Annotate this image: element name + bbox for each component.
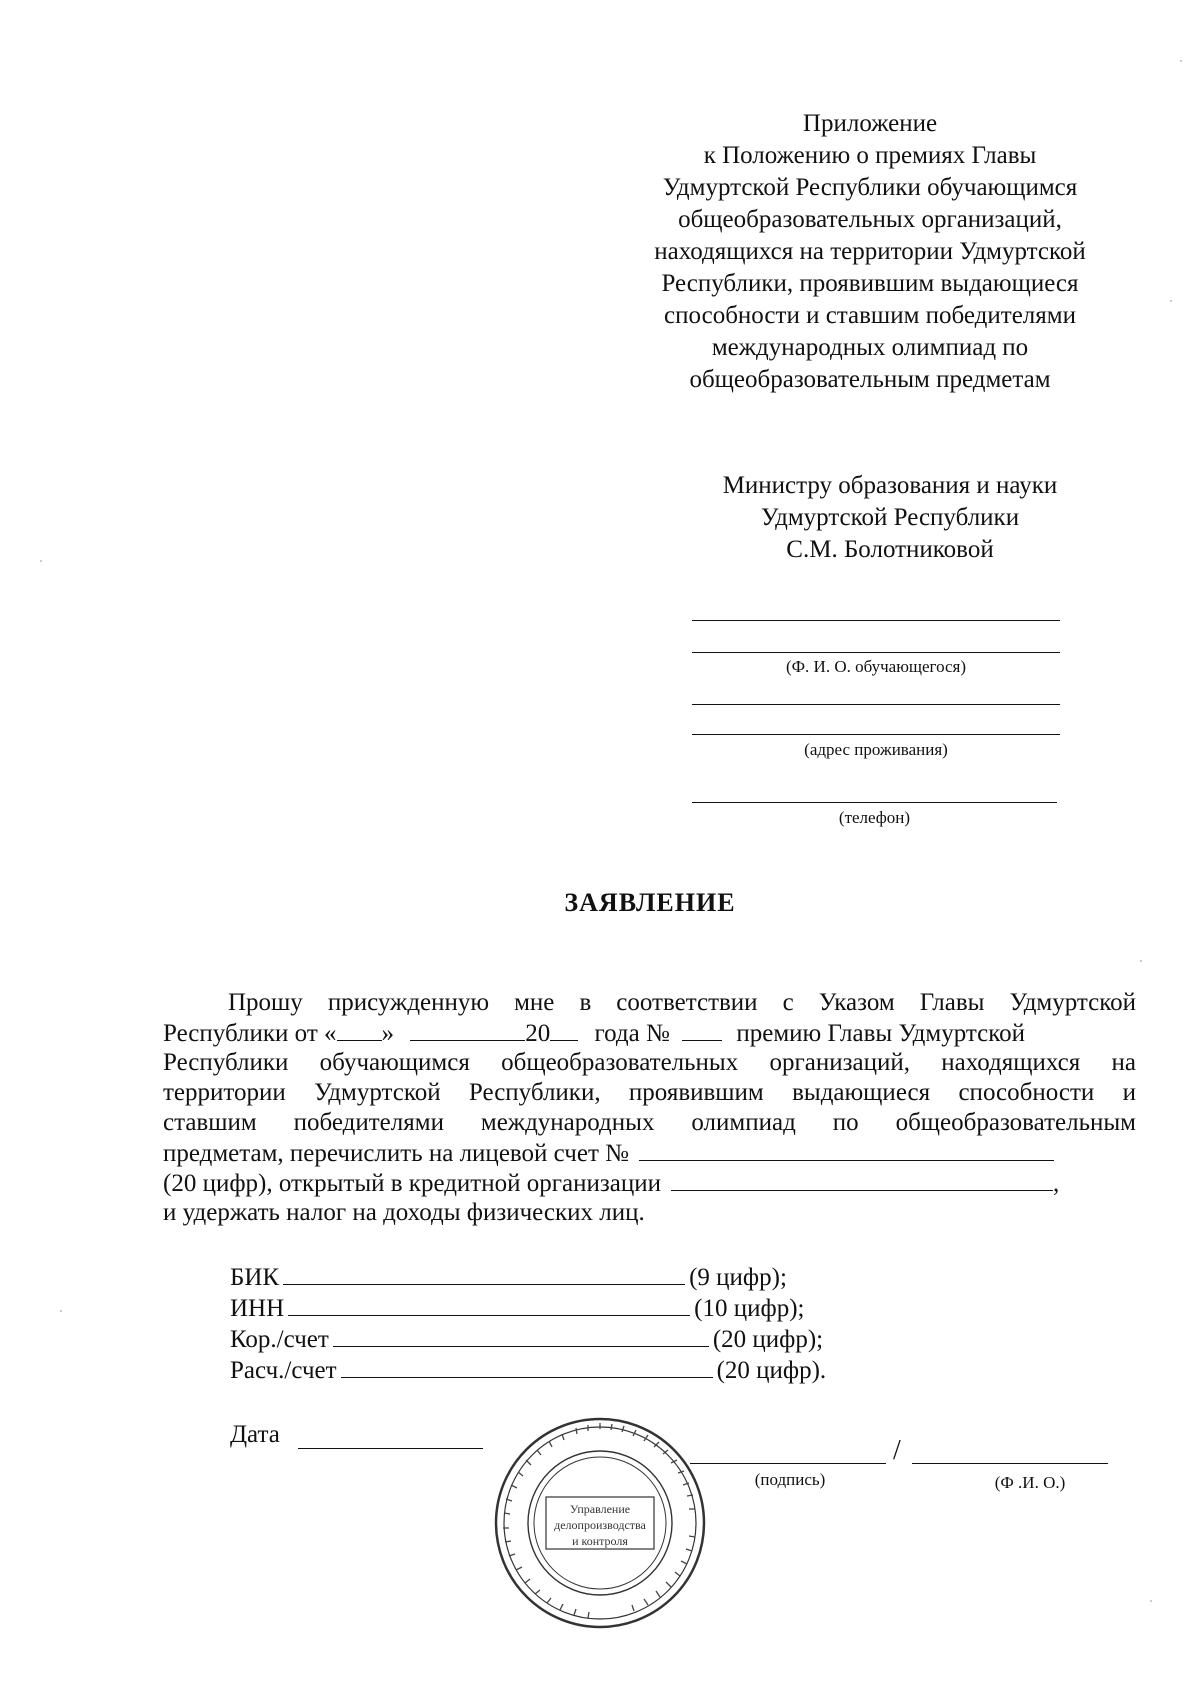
body-line-1: Прошу присужденную мне в соответствии с Указом Главы Удмуртской [228,989,1136,1016]
body-text: предметам, перечислить на лицевой счет № [163,1140,629,1167]
addressee-line: С.М. Болотниковой [786,536,994,563]
appendix-line: международных олимпиад по [711,334,1029,361]
appendix-line: Удмуртской Республики обучающимся [662,174,1078,201]
appendix-line: Приложение [802,110,938,137]
signature-slash: / [893,1435,901,1466]
signature-field[interactable] [690,1463,886,1464]
phone-caption: (телефон) [838,808,911,827]
inn-label: ИНН [230,1295,285,1322]
scan-speck [40,560,42,562]
appendix-line: находящихся на территории Удмуртской [654,238,1086,265]
addressee-line: Министру образования и науки [722,472,1058,499]
kor-account-hint: (20 цифр); [712,1326,824,1353]
official-seal-stamp [492,1415,708,1631]
address-input-line-2[interactable] [692,734,1060,735]
body-line-7 [163,1168,1136,1198]
signature-caption: (подпись) [754,1470,826,1489]
addressee-line: Удмуртской Республики [760,504,1020,531]
svg-text:делопроизводства: делопроизводства [554,1518,646,1532]
body-line-2 [163,1018,1136,1048]
date-label: Дата [230,1421,280,1448]
rasch-account-field[interactable] [341,1355,713,1378]
scan-speck [1180,60,1182,62]
rasch-account-hint: (20 цифр). [716,1357,827,1384]
body-text: » [381,1020,395,1047]
svg-text:и контроля: и контроля [572,1534,628,1548]
day-field[interactable] [337,1018,382,1041]
body-line-5: ставшим победителями международных олимпиад по общеобразовательным [163,1109,1136,1136]
date-field[interactable] [298,1448,483,1449]
inn-hint: (10 цифр); [694,1295,805,1322]
bik-label: БИК [230,1264,280,1291]
address-input-line-1[interactable] [692,704,1060,705]
svg-text:Управление: Управление [569,1502,631,1516]
decree-number-field[interactable] [682,1018,722,1041]
appendix-header [590,108,1150,396]
body-line-3: Республики обучающимся общеобразовательных организаций, находящихся на [163,1049,1136,1076]
bik-row [230,1262,787,1293]
bik-hint: (9 цифр); [689,1264,787,1291]
body-text: года № [594,1020,670,1047]
kor-account-field[interactable] [333,1324,709,1347]
fio-input-line-2[interactable] [692,652,1060,653]
body-text: Республики от « [163,1020,337,1047]
scan-speck [1170,300,1172,302]
rasch-account-label: Расч./счет [230,1357,337,1384]
appendix-line: к Положению о премиях Главы [703,142,1037,169]
body-line-8: и удержать налог на доходы физических лиц. [163,1199,645,1226]
scan-speck [1140,960,1142,962]
appendix-line: Республики, проявившим выдающиеся [661,270,1079,297]
address-caption: (адрес проживания) [804,740,948,759]
personal-account-field[interactable] [639,1138,1054,1161]
year-field[interactable] [550,1018,578,1041]
month-field[interactable] [410,1018,525,1041]
inn-field[interactable] [288,1293,690,1316]
phone-input-line[interactable] [692,802,1057,803]
body-text: , [1052,1170,1060,1197]
kor-account-row [230,1324,823,1355]
rasch-account-row [230,1355,826,1386]
body-text: премию Главы Удмуртской [736,1020,1025,1047]
appendix-line: способности и ставшим победителями [664,302,1076,329]
signature-fio-field[interactable] [912,1463,1108,1464]
bik-field[interactable] [283,1262,685,1285]
signature-fio-caption: (Ф .И. О.) [994,1473,1066,1492]
kor-account-label: Кор./счет [230,1326,329,1353]
inn-row [230,1293,804,1324]
fio-input-line-1[interactable] [692,620,1060,621]
appendix-line: общеобразовательных организаций, [678,206,1062,233]
body-line-4: территории Удмуртской Республики, проявившим выдающиеся способности и [163,1079,1136,1106]
bank-name-field[interactable] [671,1168,1053,1191]
body-text: (20 цифр), открытый в кредитной организации [163,1170,661,1197]
body-line-6 [163,1138,1136,1168]
scan-speck [60,1310,62,1312]
document-title: ЗАЯВЛЕНИЕ [564,888,736,917]
appendix-line: общеобразовательным предметам [689,366,1051,393]
scan-speck [1150,1600,1152,1602]
addressee-block [660,470,1120,566]
body-text: 20 [525,1020,551,1047]
fio-caption: (Ф. И. О. обучающегося) [785,657,967,676]
